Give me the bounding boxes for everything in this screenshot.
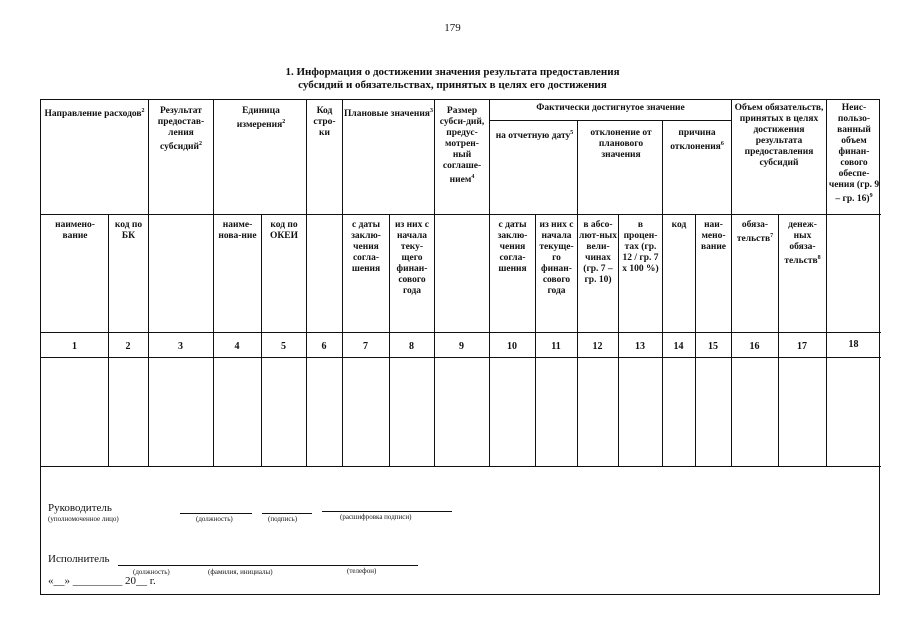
executor-label: Исполнитель: [48, 553, 110, 565]
actual-group-divider: [489, 120, 731, 121]
row-divider-numbers: [41, 357, 881, 358]
head-label: Руководитель: [48, 502, 112, 514]
row-divider-header: [41, 214, 881, 215]
title-line-2: субсидий и обязательствах, принятых в целях его достижения: [298, 79, 607, 91]
column-number: 3: [178, 341, 183, 352]
col-line: [389, 214, 390, 466]
column-number: 17: [797, 341, 807, 352]
column-number: 6: [321, 341, 327, 352]
col-line: [489, 100, 490, 466]
subheader-reason-name: наи-мено-вание: [700, 220, 727, 252]
subheader-plan-agreement: с даты заклю-чения согла-шения: [351, 220, 381, 274]
head-sign-line: [262, 513, 312, 514]
col-line: [778, 214, 779, 466]
header-actual: Фактически достигнутое значение: [536, 103, 685, 113]
header-plan: Плановые значения$^3$: [344, 108, 433, 120]
head-decode-caption: (расшифровка подписи): [340, 513, 412, 521]
subheader-code: код: [671, 220, 687, 230]
col-line: [731, 100, 732, 466]
row-divider-data: [41, 466, 881, 467]
col-line: [306, 100, 307, 466]
col-line: [577, 120, 578, 466]
subheader-money-obligations: денеж-ных обяза-тельств$^8$: [784, 220, 821, 267]
executor-name-caption: (фамилия, инициалы): [208, 568, 273, 576]
page-number: 179: [444, 22, 461, 34]
subheader-bk: код по БК: [114, 220, 143, 241]
executor-position-caption: (должность): [133, 568, 170, 576]
column-number: 13: [635, 341, 645, 352]
head-position-line: [180, 513, 252, 514]
title-line-1: 1. Информация о достижении значения результата предоставления: [285, 66, 620, 78]
column-number: 7: [363, 341, 368, 352]
header-result: Результат предостав-ления субсидий$^2$: [157, 106, 205, 153]
col-line: [213, 100, 214, 466]
header-unit: Единица измерения$^2$: [236, 106, 286, 131]
column-number: 1: [72, 341, 77, 352]
column-number: 11: [551, 341, 561, 352]
subheader-actual-agreement: с даты заклю-чения согла-шения: [497, 220, 528, 274]
column-number: 16: [749, 341, 760, 352]
head-sign-caption: (подпись): [268, 515, 298, 523]
header-obligations: Объем обязательств, принятых в целях достижения результата предоставления субсидий: [734, 103, 824, 168]
column-number: 2: [125, 341, 131, 352]
col-line: [148, 100, 149, 466]
subheader-obligations: обяза-тельств$^7$: [736, 220, 774, 245]
header-deviation: отклонение от планового значения: [590, 128, 652, 160]
column-number: 12: [592, 341, 603, 352]
header-size: Размер субси-дий, предус-мотрен-ный соглаше-нием$^4$: [439, 106, 485, 186]
head-position-caption: (должность): [196, 515, 233, 523]
column-number: 8: [409, 341, 414, 352]
column-number: 14: [673, 341, 684, 352]
column-number: 18: [848, 339, 859, 350]
col-line: [618, 214, 619, 466]
header-direction: Направление расходов$^2$: [44, 108, 145, 120]
column-number: 9: [459, 341, 464, 352]
col-line: [261, 214, 262, 466]
column-number: 5: [281, 341, 286, 352]
row-divider-subheader: [41, 332, 881, 333]
col-line: [535, 214, 536, 466]
head-sublabel: (уполномоченное лицо): [48, 515, 119, 523]
col-line: [695, 214, 696, 466]
header-unused: Неис-пользо-ванный объем финан-сового обеспе-чения (гр. 9 – гр. 16)$^9$: [828, 103, 880, 205]
col-line: [108, 214, 109, 466]
subheader-actual-year: из них с начала текуще-го финан-сового года: [539, 220, 574, 296]
subheader-unit-name: наиме-нова-ние: [218, 220, 257, 241]
header-reason: причина отклонения$^6$: [670, 128, 724, 153]
col-line: [434, 100, 435, 466]
head-decode-line: [322, 511, 452, 512]
subheader-pct: в процен-тах (гр. 12 / гр. 7 х 100 %): [622, 220, 659, 274]
column-number: 15: [708, 341, 718, 352]
column-number: 4: [234, 341, 240, 352]
header-actual-date: на отчетную дату$^5$: [495, 130, 574, 142]
header-row-code: Код стро-ки: [313, 106, 336, 138]
executor-line: [118, 565, 418, 566]
executor-phone-caption: (телефон): [347, 567, 377, 575]
subheader-okei: код по ОКЕИ: [269, 220, 298, 241]
document-title: [0, 66, 905, 92]
col-line: [342, 100, 343, 466]
report-table: [40, 99, 880, 595]
col-line: [662, 120, 663, 466]
column-number: 10: [507, 341, 517, 352]
subheader-abs: в абсо-лют-ных вели-чинах (гр. 7 – гр. 10): [579, 220, 617, 285]
subheader-plan-year: из них с начала теку-щего финан-сового года: [395, 220, 429, 296]
col-line: [826, 100, 827, 466]
subheader-name: наимено-вание: [55, 220, 95, 241]
date-line: «__» _________ 20__ г.: [48, 575, 156, 587]
